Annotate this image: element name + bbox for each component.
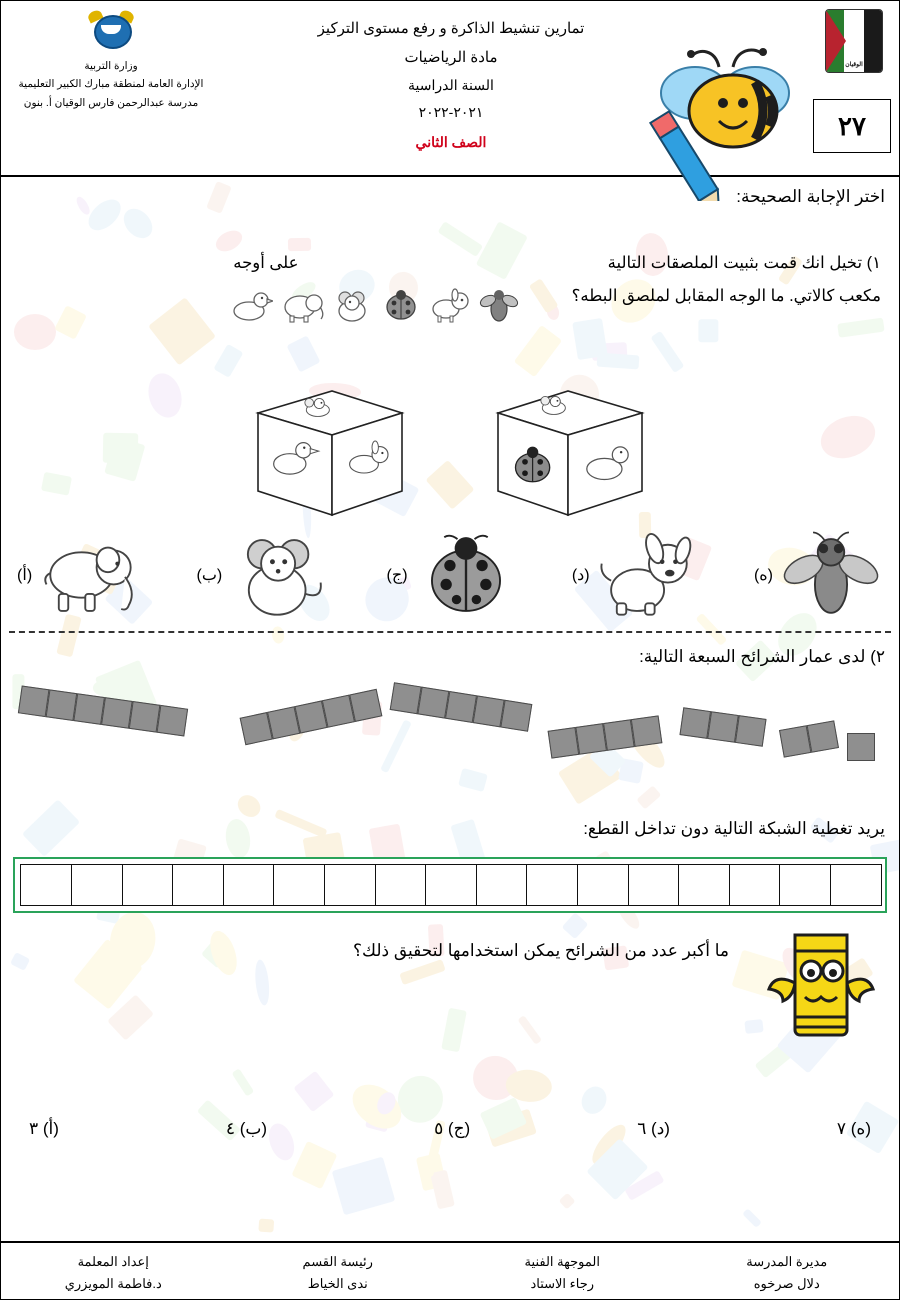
school-badge-icon: الوقيان [825, 9, 883, 73]
strip-cell [575, 723, 607, 755]
bee-pencil-mascot-icon [637, 41, 807, 201]
question-1-text-part3: مكعب كالاتي. ما الوجه المقابل لملصق البطه؟ [571, 287, 881, 305]
subject-label: مادة الرياضيات [404, 48, 498, 66]
grade-name: الصف الثاني [415, 134, 487, 151]
strip-cell [707, 711, 739, 743]
strip-piece [18, 685, 188, 736]
grid-cell [678, 864, 730, 906]
question-2-options [11, 1119, 889, 1139]
footer-col-2 [226, 1243, 451, 1299]
question-1-options [17, 525, 883, 621]
grid-cell [627, 864, 679, 906]
strip-cell [240, 712, 273, 745]
dog-icon [596, 529, 700, 621]
grid-cell [222, 864, 274, 906]
footer-name-4: دلال صرخوه [753, 1276, 820, 1292]
crayon-mascot-icon [761, 921, 881, 1051]
footer-col-4 [675, 1243, 900, 1299]
grid-cell [576, 864, 628, 906]
strip-cell [73, 693, 105, 725]
question-2-text-2: يريد تغطية الشبكة التالية دون تداخل القطع: [583, 819, 885, 838]
ministry-line-3: مدرسة عبدالرحمن فارس الوقيان أ. بنون [23, 96, 199, 109]
option-d-label: (د) [571, 567, 590, 584]
fly-sticker-icon [479, 287, 519, 323]
grid-cell [475, 864, 527, 906]
strip-cell [18, 685, 50, 717]
footer-role-3: الموجهة الفنية [524, 1254, 600, 1269]
strip-cell [445, 691, 477, 723]
grid-cell [728, 864, 780, 906]
strip-cell [157, 705, 189, 737]
ministry-line-2: الإدارة العامة لمنطقة مبارك الكبير التعليمية [18, 78, 204, 91]
header-center-block [201, 15, 701, 156]
section-divider [9, 631, 891, 633]
question-2-text: ٢) لدى عمار الشرائح السبعة التالية: [639, 647, 885, 666]
strip-cell [46, 689, 78, 721]
strip-cell [129, 701, 161, 733]
worksheet-body [1, 179, 899, 1241]
sticker-strip [229, 277, 519, 323]
strip-piece [548, 715, 663, 758]
grid-cell [779, 864, 831, 906]
footer-col-3 [450, 1243, 675, 1299]
strip-cell [847, 733, 875, 761]
footer-role-2: رئيسة القسم [302, 1254, 373, 1269]
option-a-label: (أ) [17, 567, 33, 584]
footer-role-1: إعداد المعلمة [77, 1254, 149, 1269]
strip-cell [390, 682, 422, 714]
instruction-text: اختر الإجابة الصحيحة: [736, 187, 885, 206]
cube-illustrations [11, 373, 889, 523]
elephant-sticker-icon [280, 287, 326, 323]
coverage-grid [13, 857, 887, 913]
header-left-block [1, 9, 221, 112]
strip-cell [779, 725, 811, 757]
strip-cell [294, 700, 327, 733]
q2-option-c[interactable]: (ج) ٥ [434, 1119, 471, 1138]
elephant-icon [38, 529, 142, 621]
mouse-sticker-icon [333, 287, 373, 323]
q2-option-d[interactable]: (د) ٦ [637, 1119, 670, 1138]
strip-cell [807, 720, 839, 752]
ministry-line-1: وزارة التربية [84, 60, 138, 72]
question-1-text-part1: ١) تخيل انك قمت بثبيت الملصقات التالية [607, 254, 881, 272]
year-value: ٢٠٢١-٢٠٢٢ [418, 103, 484, 120]
strip-cell [267, 706, 300, 739]
question-1 [11, 225, 889, 623]
question-2-text-3: ما أكبر عدد من الشرائح يمكن استخدامها لتحقيق ذلك؟ [353, 941, 729, 960]
question-1-text-part2: على أوجه [233, 254, 299, 272]
ladybug-icon [414, 529, 518, 621]
strip-piece [390, 682, 533, 732]
strip-piece [679, 707, 766, 746]
q2-option-e[interactable]: (ه) ٧ [836, 1119, 871, 1138]
grid-cell [20, 864, 72, 906]
strip-pieces [9, 689, 891, 789]
grid-cell [172, 864, 224, 906]
page-footer [1, 1241, 899, 1299]
strip-cell [473, 695, 505, 727]
page-number: ٢٧ [813, 99, 891, 153]
strip-cell [631, 715, 663, 747]
option-b-label: (ب) [196, 567, 223, 584]
footer-col-1 [1, 1243, 226, 1299]
strip-cell [417, 687, 449, 719]
strip-piece [847, 733, 875, 761]
option-b[interactable] [196, 529, 332, 621]
footer-name-2: ندى الخياط [307, 1276, 368, 1292]
duck-sticker-icon [229, 287, 273, 323]
footer-name-1: د.فاطمة المويزري [64, 1276, 162, 1292]
strip-cell [500, 700, 532, 732]
option-c-label: (ج) [386, 567, 408, 584]
strip-cell [603, 719, 635, 751]
grid-cell [425, 864, 477, 906]
strip-piece [240, 689, 383, 745]
grid-cell [323, 864, 375, 906]
mouse-icon [228, 529, 332, 621]
option-e[interactable] [754, 529, 883, 621]
year-label: السنة الدراسية [408, 77, 494, 93]
q2-option-a[interactable]: (أ) ٣ [29, 1119, 59, 1138]
dog-sticker-icon [428, 287, 472, 323]
option-e-label: (ه) [753, 567, 773, 584]
option-d[interactable] [572, 529, 700, 621]
strip-cell [735, 715, 767, 747]
strip-cell [548, 727, 580, 759]
fly-icon [779, 529, 883, 621]
cube-net-right-icon [240, 373, 420, 518]
grid-cell [273, 864, 325, 906]
grid-cell [829, 864, 881, 906]
worksheet-title: تمارين تنشيط الذاكرة و رفع مستوى التركيز [317, 20, 585, 37]
page-header [1, 1, 899, 177]
kuwait-emblem-icon [90, 9, 132, 53]
option-a[interactable] [17, 529, 142, 621]
grid-cell [526, 864, 578, 906]
q2-option-b[interactable]: (ب) ٤ [225, 1119, 268, 1138]
footer-name-3: رجاء الاستاد [530, 1276, 595, 1292]
strip-piece [779, 720, 839, 757]
footer-role-4: مديرة المدرسة [746, 1254, 828, 1269]
ladybug-sticker-icon [381, 287, 421, 323]
option-c[interactable] [387, 529, 518, 621]
strip-cell [101, 697, 133, 729]
grid-cell [121, 864, 173, 906]
cube-net-left-icon [480, 373, 660, 518]
grid-cell [374, 864, 426, 906]
strip-cell [679, 707, 711, 739]
grid-cell [71, 864, 123, 906]
